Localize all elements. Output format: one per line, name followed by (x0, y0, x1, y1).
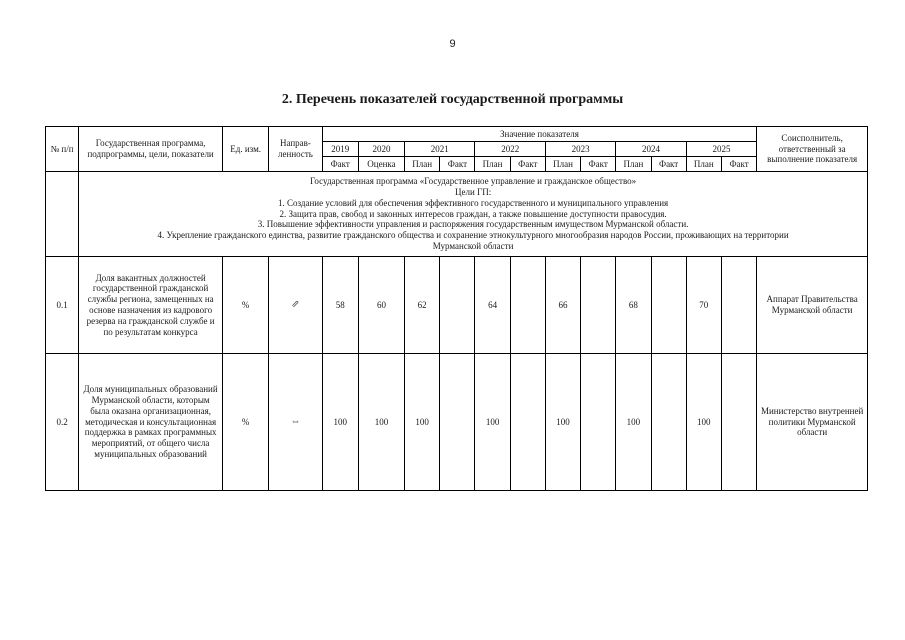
header-sub: План (405, 157, 440, 172)
header-sub: План (545, 157, 580, 172)
header-year: 2022 (475, 142, 545, 157)
value-cell: 100 (475, 354, 510, 491)
value-cell: 100 (358, 354, 404, 491)
header-year: 2023 (545, 142, 615, 157)
program-line: Цели ГП: (454, 187, 492, 197)
value-cell: 100 (616, 354, 651, 491)
program-block-num-cell (46, 172, 79, 257)
header-year: 2021 (405, 142, 475, 157)
value-cell (651, 257, 686, 354)
value-cell: 66 (545, 257, 580, 354)
page-number: 9 (449, 38, 456, 50)
header-sub: Факт (581, 157, 616, 172)
value-cell: 100 (686, 354, 721, 491)
value-cell (581, 257, 616, 354)
header-num: № п/п (46, 127, 79, 172)
header-sub: Факт (322, 157, 358, 172)
executor-cell: Аппарат Правительства Мурманской области (757, 257, 868, 354)
value-cell (721, 257, 756, 354)
header-direction: Направ-ленность (269, 127, 322, 172)
arrow-steady-icon: ⇔ (290, 416, 301, 427)
header-program: Государственная программа, подпрограммы, цели, показатели (79, 127, 223, 172)
header-year: 2024 (616, 142, 686, 157)
header-executor: Соисполнитель, ответственный за выполнение показателя (757, 127, 868, 172)
program-line: 1. Создание условий для обеспечения эффективного государственного и муниципального управления (277, 197, 669, 208)
value-cell: 64 (475, 257, 510, 354)
row-num: 0.2 (46, 354, 79, 491)
header-year: 2020 (358, 142, 404, 157)
direction-cell (269, 354, 322, 491)
row-num: 0.1 (46, 257, 79, 354)
program-line: Мурманской области (432, 240, 514, 251)
table-row (46, 354, 868, 491)
program-line: 2. Защита прав, свобод и законных интересов граждан, а также повышение доступности правосудия. (279, 208, 667, 219)
value-cell (440, 354, 475, 491)
value-cell: 60 (358, 257, 404, 354)
header-sub: Оценка (358, 157, 404, 172)
header-sub: Факт (651, 157, 686, 172)
executor-cell: Министерство внутренней политики Мурманской области (757, 354, 868, 491)
value-cell (510, 257, 545, 354)
program-line: Государственная программа «Государственное управление и гражданское общество» (310, 176, 637, 187)
header-value-group: Значение показателя (322, 127, 757, 142)
value-cell (651, 354, 686, 491)
program-line: 4. Укрепление гражданского единства, развитие гражданского общества и сохранение этнокультурного многообразия народов России, проживающих на территории (157, 230, 789, 241)
header-year: 2019 (322, 142, 358, 157)
value-cell: 58 (322, 257, 358, 354)
value-cell (581, 354, 616, 491)
program-line: 3. Повышение эффективности управления и распоряжения государственным имуществом Мурманской области. (257, 219, 689, 230)
unit-cell: % (223, 354, 269, 491)
header-sub: План (475, 157, 510, 172)
header-sub: Факт (440, 157, 475, 172)
header-unit: Ед. изм. (223, 127, 269, 172)
header-sub: Факт (510, 157, 545, 172)
table-row (46, 257, 868, 354)
indicator-name: Доля муниципальных образований Мурманской области, которым была оказана организационная, методическая и консультационная поддержка в рамках программных мероприятий, от общего числа муниципальных образований (79, 354, 223, 491)
header-sub: Факт (721, 157, 756, 172)
value-cell: 70 (686, 257, 721, 354)
arrow-up-icon: ⇗ (291, 299, 300, 310)
value-cell: 62 (405, 257, 440, 354)
header-sub: План (686, 157, 721, 172)
value-cell: 100 (545, 354, 580, 491)
header-sub: План (616, 157, 651, 172)
direction-cell (269, 257, 322, 354)
header-year: 2025 (686, 142, 757, 157)
unit-cell: % (223, 257, 269, 354)
value-cell (440, 257, 475, 354)
indicator-name: Доля вакантных должностей государственной гражданской службы региона, замещенных на основе назначения из кадрового резерва на гражданской службе и по результатам конкурса (79, 257, 223, 354)
indicators-table (45, 126, 868, 491)
value-cell: 100 (405, 354, 440, 491)
program-goals-block (79, 172, 868, 257)
document-title: 2. Перечень показателей государственной программы (281, 92, 624, 107)
value-cell (510, 354, 545, 491)
value-cell (721, 354, 756, 491)
value-cell: 68 (616, 257, 651, 354)
value-cell: 100 (322, 354, 358, 491)
